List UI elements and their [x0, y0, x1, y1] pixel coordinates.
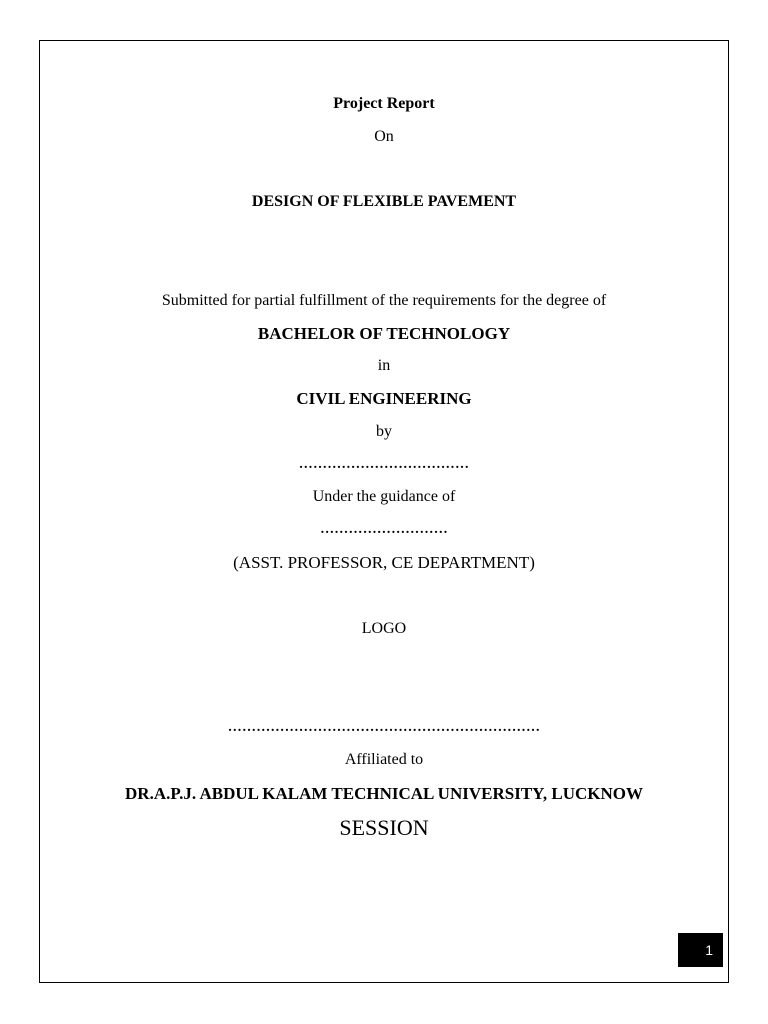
project-title: DESIGN OF FLEXIBLE PAVEMENT [251, 193, 517, 210]
in-text: in [377, 357, 391, 374]
college-name-placeholder: ………………………………………………………… [227, 720, 541, 735]
page-number: 1 [705, 942, 713, 958]
submission-statement: Submitted for partial fulfillment of the requirements for the degree of [161, 292, 607, 309]
by-text: by [376, 423, 392, 440]
on-text: On [374, 128, 394, 145]
affiliated-label: Affiliated to [344, 751, 424, 768]
student-name-placeholder: ……………………………… [298, 457, 470, 472]
degree-name: BACHELOR OF TECHNOLOGY [257, 324, 511, 343]
page-border [39, 40, 729, 983]
guidance-label: Under the guidance of [312, 488, 456, 505]
logo-placeholder: LOGO [361, 620, 407, 637]
page-number-badge [678, 933, 723, 967]
guide-name-placeholder: ……………………… [320, 522, 448, 537]
guide-designation: (ASST. PROFESSOR, CE DEPARTMENT) [233, 553, 535, 572]
branch-name: CIVIL ENGINEERING [296, 389, 472, 408]
university-name: DR.A.P.J. ABDUL KALAM TECHNICAL UNIVERSITY, LUCKNOW [125, 784, 643, 803]
session-label: SESSION [339, 815, 429, 840]
report-heading: Project Report [333, 95, 435, 112]
